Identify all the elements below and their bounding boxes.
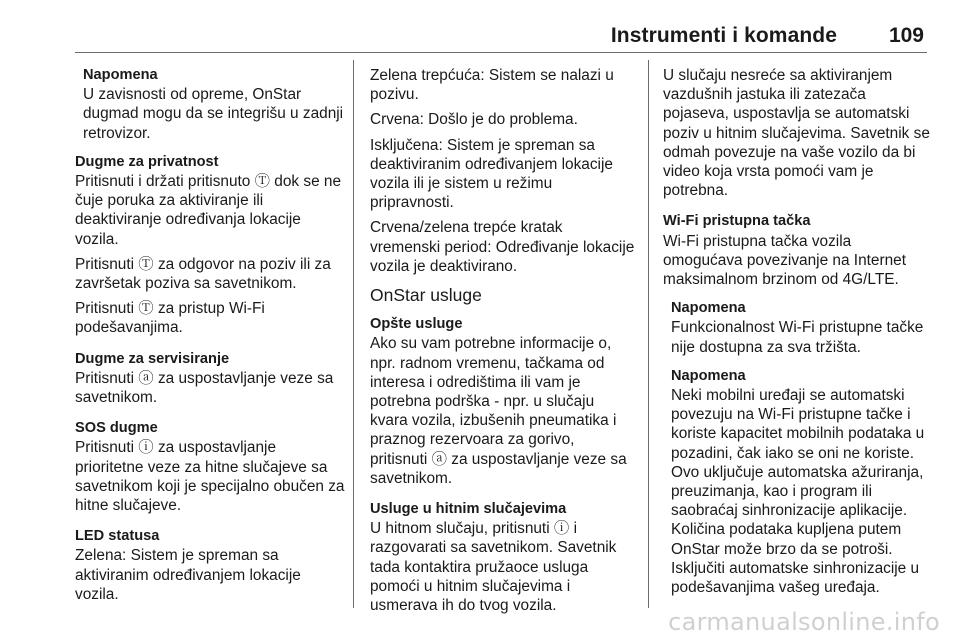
paragraph: U hitnom slučaju, pritisnuti ⓘ i razgovarati sa savetnikom. Savetnik tada kontaktira pružaoce usluga pomoći u hitnim slučajevima i usmerava ih do tvog vozila. xyxy=(370,520,617,615)
section-title-service: Dugme za servisiranje xyxy=(75,350,230,367)
paragraph: U slučaju nesreće sa aktiviranjem vazdušnih jastuka ili zatezača pojaseva, uspostavlja se automatski poziv u hitnim slučajevima. Savetnik se odmah povezuje na vaše vozilo da bi video koja vrsta pomoći vam je potrebna. xyxy=(663,67,930,200)
paragraph: Pritisnuti Ⓣ za pristup Wi-Fi podešavanjima. xyxy=(75,300,265,337)
column-2 xyxy=(370,66,636,621)
paragraph: Pritisnuti ⓐ za uspostavljanje veze sa savetnikom. xyxy=(75,369,334,407)
paragraph: Isključena: Sistem je spreman sa deaktiviranim određivanjem lokacije vozila ili je sistem u režimu pripravnosti. xyxy=(370,136,613,212)
paragraph: Ako su vam potrebne informacije o, npr. radnom vremenu, tačkama od interesa i odredištima ili vam je potrebna podrška - npr. u slučaju kvara vozila, izbušenih pneumatika i praznog rezervoara za gorivo, pritisnuti ⓐ za uspostavljanje veze sa savetnikom. xyxy=(370,335,627,487)
paragraph: Zelena trepćuća: Sistem se nalazi u pozivu. xyxy=(370,67,614,104)
section-heading: OnStar usluge xyxy=(370,285,482,306)
section-title-general: Opšte usluge xyxy=(370,316,463,333)
chapter-title: Instrumenti i komande xyxy=(610,24,837,47)
section-title-wifi: Wi-Fi pristupna tačka xyxy=(663,213,811,230)
note-text: Funkcionalnost Wi-Fi pristupne tačke nije dostupna za sva tržišta. xyxy=(671,319,924,356)
column-1 xyxy=(75,66,347,610)
note-box xyxy=(671,367,931,597)
note-text: U zavisnosti od opreme, OnStar dugmad mogu da se integrišu u zadnji retrovizor. xyxy=(83,86,344,142)
note-text: Neki mobilni uređaji se automatski povezuju na Wi-Fi pristupne tačke i koriste kapacitet mobilnih podataka u pozadini, čak iako se oni ne koriste. Ovo uključuje automatska ažuriranja, preuzimanja, kao i program ili saobraćaj sinhronizacije aplikacije. Količina podataka kupljena putem OnStar može brzo da se potroši. Isključiti automatske sinhronizacije u podešavanjima vašeg uređaja. xyxy=(671,387,925,597)
paragraph: Pritisnuti Ⓣ za odgovor na poziv ili za završetak poziva sa savetnikom. xyxy=(75,255,331,293)
page-header xyxy=(75,22,927,53)
paragraph: Pritisnuti i držati pritisnuto Ⓣ dok se ne čuje poruka za aktiviranje ili deaktiviranje određivanja lokacije vozila. xyxy=(75,173,342,248)
section-title-led: LED statusa xyxy=(75,528,160,545)
note-title: Napomena xyxy=(671,300,746,317)
note-box xyxy=(83,66,347,143)
column-divider xyxy=(648,60,649,608)
page-number: 109 xyxy=(888,24,924,47)
paragraph: Wi-Fi pristupna tačka vozila omogućava povezivanje na Internet maksimalnom brzinom od 4G/LTE. xyxy=(663,232,906,289)
paragraph: Pritisnuti ⓘ za uspostavljanje prioritetne veze za hitne slučajeve sa savetnikom koji je specijalno obučen za hitne slučajeve. xyxy=(75,439,345,515)
paragraph: Crvena/zelena trepće kratak vremenski period: Određivanje lokacije vozila je deaktivirano. xyxy=(370,219,635,275)
column-divider xyxy=(353,60,354,608)
paragraph: Crvena: Došlo je do problema. xyxy=(370,111,578,129)
note-title: Napomena xyxy=(83,67,158,83)
section-title-sos: SOS dugme xyxy=(75,420,158,437)
paragraph: Zelena: Sistem je spreman sa aktiviranim određivanjem lokacije vozila. xyxy=(75,547,301,603)
note-box xyxy=(671,299,931,357)
note-title: Napomena xyxy=(671,367,746,384)
column-3 xyxy=(663,66,931,603)
watermark: carmanualsonline.info xyxy=(668,608,940,636)
section-title-privacy: Dugme za privatnost xyxy=(75,153,219,170)
section-title-emergency: Usluge u hitnim slučajevima xyxy=(370,501,567,518)
